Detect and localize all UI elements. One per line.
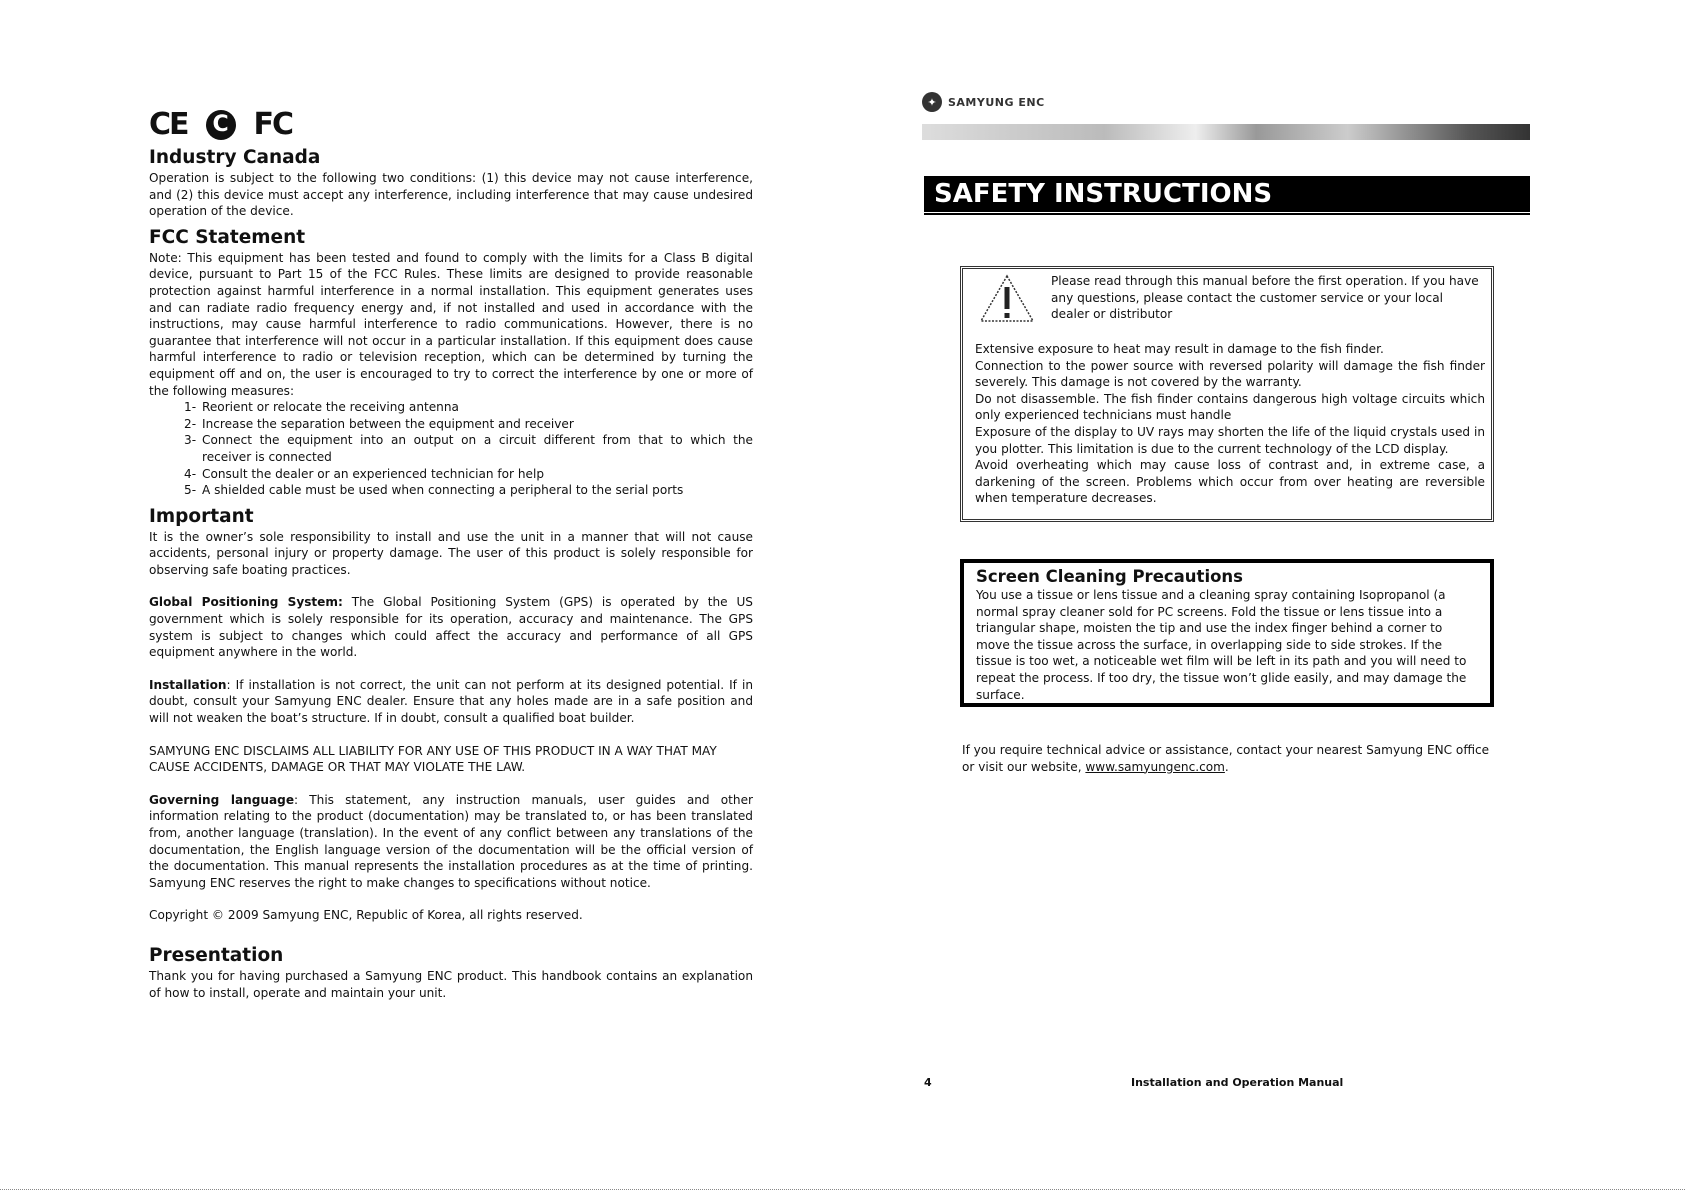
screen-cleaning-box xyxy=(960,559,1494,707)
warning-line: Avoid overheating which may cause loss of contrast and, in extreme case, a darkening of the screen. Problems which occur from over heating are reversible when temperature decreases. xyxy=(975,458,1485,506)
industry-canada-text: Operation is subject to the following two conditions: (1) this device may not cause interference, and (2) this device must accept any interference, including interference that may cause undesired operation of the device. xyxy=(149,171,753,219)
industry-canada-heading: Industry Canada xyxy=(149,147,321,168)
warning-intro: Please read through this manual before the first operation. If you have any questions, please contact the customer service or your local dealer or distributor xyxy=(1051,274,1479,322)
warning-line: Exposure of the display to UV rays may shorten the life of the liquid crystals used in you plotter. This limitation is due to the current technology of the LCD display. xyxy=(975,424,1485,456)
fcc-text: Note: This equipment has been tested and found to comply with the limits for a Class B digital device, pursuant to Part 15 of the FCC Rules. These limits are designed to provide reasonable protection against harmful interference in a normal installation. This equipment generates uses and can radiate radio frequency energy and, if not installed and used in accordance with the instructions, may cause harmful interference to radio communications. However, there is no guarantee that interference will not occur in a particular installation. If this equipment does cause harmful interference to radio or television reception, which can be determined by turning the equipment off and on, the user is encouraged to try to correct the interference by one or more of the following measures: xyxy=(149,250,753,398)
presentation-heading: Presentation xyxy=(149,944,284,966)
banner-underline xyxy=(924,213,1530,215)
list-item: 4- Consult the dealer or an experienced technician for help xyxy=(184,466,545,481)
copyright-text: Copyright © 2009 Samyung ENC, Republic of Korea, all rights reserved. xyxy=(149,908,583,923)
list-item: 3- Connect the equipment into an output on a circuit different from that to which the receiver is connected xyxy=(184,433,753,464)
presentation-text: Thank you for having purchased a Samyung ENC product. This handbook contains an explanation of how to install, operate and maintain your unit. xyxy=(149,968,753,1000)
brand-header xyxy=(922,92,1045,112)
important-heading: Important xyxy=(149,505,254,527)
certification-marks xyxy=(149,108,753,142)
installation-lead: Installation xyxy=(149,677,227,692)
safety-banner: SAFETY INSTRUCTIONS xyxy=(924,176,1530,212)
installation-paragraph: Installation: If installation is not correct, the unit can not perform at its designed potential. If in doubt, consult your Samyung ENC dealer. Ensure that any holes made are in a safe position and will not weaken the boat’s structure. If in doubt, consult a qualified boat builder. xyxy=(149,677,753,726)
warning-line: Extensive exposure to heat may result in damage to the fish finder. xyxy=(975,342,1384,356)
important-text: It is the owner’s sole responsibility to install and use the unit in a manner that will not cause accidents, personal injury or property damage. The user of this product is solely responsible for observing safe boating practices. xyxy=(149,529,753,577)
disclaimer-paragraph: SAMYUNG ENC DISCLAIMS ALL LIABILITY FOR ANY USE OF THIS PRODUCT IN A WAY THAT MAY CAUSE ACCIDENTS, DAMAGE OR THAT MAY VIOLATE THE LAW. xyxy=(149,743,717,775)
fcc-mark-icon: FC xyxy=(253,107,293,142)
page-number: 4 xyxy=(924,1076,932,1089)
fcc-section xyxy=(149,226,753,499)
industry-canada-section xyxy=(149,146,753,220)
warning-line: Do not disassemble. The fish finder contains dangerous high voltage circuits which only experienced technicians must handle xyxy=(975,391,1485,423)
contact-paragraph: If you require technical advice or assistance, contact your nearest Samyung ENC office or visit our website, www.samyungenc.com. xyxy=(962,743,1490,774)
list-item: 5- A shielded cable must be used when connecting a peripheral to the serial ports xyxy=(184,483,684,498)
important-section xyxy=(149,505,753,924)
fcc-heading: FCC Statement xyxy=(149,226,306,248)
left-page xyxy=(0,0,842,1192)
left-column xyxy=(149,108,753,1007)
warning-box xyxy=(960,266,1494,522)
presentation-section xyxy=(149,944,753,1001)
header-rule xyxy=(922,124,1530,140)
gps-paragraph: Global Positioning System: The Global Positioning System (GPS) is operated by the US government which is solely responsible for its operation, accuracy and maintenance. The GPS system is subject to changes which could affect the accuracy and performance of all GPS equipment anywhere in the world. xyxy=(149,595,753,660)
language-paragraph: Governing language: This statement, any instruction manuals, user guides and other information relating to the product (documentation) may be translated to, or has been translated from, another language (translation). In the event of any conflict between any translations of the documentation, the English language version of the documentation will be the official version of the documentation. This manual represents the installation procedures as at the time of printing. Samyung ENC reserves the right to make changes to specifications without notice. xyxy=(149,792,753,890)
brand-logo-icon: ✦ xyxy=(922,92,942,112)
gps-lead: Global Positioning System: xyxy=(149,595,343,610)
cleaning-text: You use a tissue or lens tissue and a cleaning spray containing Isopropanol (a normal spray cleaner sold for PC screens. Fold the tissue or lens tissue into a triangular shape, moisten the tip and use the index finger behind a corner to move the tissue across the surface, in overlapping side to side strokes. If the tissue is too wet, a noticeable wet film will be left in its path and you will need to repeat the process. If too dry, the tissue won’t glide easily, and may damage the surface. xyxy=(976,588,1467,702)
warning-lines xyxy=(975,341,1485,507)
bottom-rule xyxy=(0,1189,1685,1191)
cleaning-heading: Screen Cleaning Precautions xyxy=(976,567,1243,586)
website-link[interactable]: www.samyungenc.com xyxy=(1085,759,1225,774)
list-item: 1- Reorient or relocate the receiving antenna xyxy=(184,400,459,415)
language-lead: Governing language xyxy=(149,792,295,807)
footer-title: Installation and Operation Manual xyxy=(1131,1076,1344,1089)
ce-mark-icon: CE xyxy=(149,107,188,142)
fcc-measures-list xyxy=(149,399,753,499)
warning-line: Connection to the power source with reversed polarity will damage the fish finder severely. This damage is not covered by the warranty. xyxy=(975,358,1485,390)
c-tick-mark-icon: C xyxy=(206,110,236,140)
warning-triangle-icon xyxy=(975,273,1039,325)
brand-text: SAMYUNG ENC xyxy=(948,95,1045,109)
list-item: 2- Increase the separation between the equipment and receiver xyxy=(184,416,574,431)
